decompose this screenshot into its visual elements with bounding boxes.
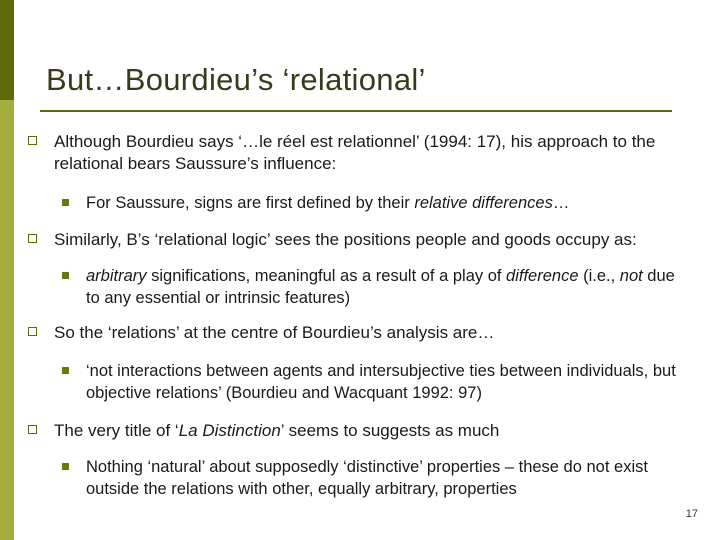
- page-number: 17: [685, 508, 698, 520]
- square-bullet-icon: [28, 327, 37, 336]
- bullet-4: [54, 420, 694, 442]
- filled-square-bullet-icon: [62, 199, 69, 206]
- bullet-1: [54, 131, 694, 175]
- bullet-4-text: The very title of ‘La Distinction’ seems to suggests as much: [54, 421, 500, 440]
- sub-bullet-4: [86, 456, 690, 500]
- sub-bullet-4-text: Nothing ‘natural’ about supposedly ‘distinctive’ properties – these do not exist outside the relations with other, equally arbitrary, properties: [86, 458, 648, 498]
- sub-bullet-3-text: ‘not interactions between agents and intersubjective ties between individuals, but objective relations’ (Bourdieu and Wacquant 1992: 97): [86, 362, 676, 402]
- square-bullet-icon: [28, 234, 37, 243]
- square-bullet-icon: [28, 425, 37, 434]
- bullet-3-text: So the ‘relations’ at the centre of Bourdieu’s analysis are…: [54, 323, 495, 342]
- filled-square-bullet-icon: [62, 463, 69, 470]
- bullet-2-text: Similarly, B’s ‘relational logic’ sees the positions people and goods occupy as:: [54, 230, 637, 249]
- sub-bullet-2-text: arbitrary significations, meaningful as a result of a play of difference (i.e., not due to any essential or intrinsic features): [86, 267, 675, 307]
- sub-bullet-3: [86, 360, 690, 404]
- sub-bullet-1-text: For Saussure, signs are first defined by their relative differences…: [86, 194, 570, 212]
- sub-bullet-1: [86, 192, 690, 214]
- sub-bullet-2: [86, 265, 690, 309]
- bullet-1-text: Although Bourdieu says ‘…le réel est relationnel’ (1994: 17), his approach to the relational bears Saussure’s influence:: [54, 132, 656, 173]
- bullet-2: [54, 229, 694, 251]
- bullet-3: [54, 322, 694, 344]
- filled-square-bullet-icon: [62, 272, 69, 279]
- square-bullet-icon: [28, 136, 37, 145]
- slide-title: But…Bourdieu’s ‘relational’: [46, 62, 426, 97]
- filled-square-bullet-icon: [62, 367, 69, 374]
